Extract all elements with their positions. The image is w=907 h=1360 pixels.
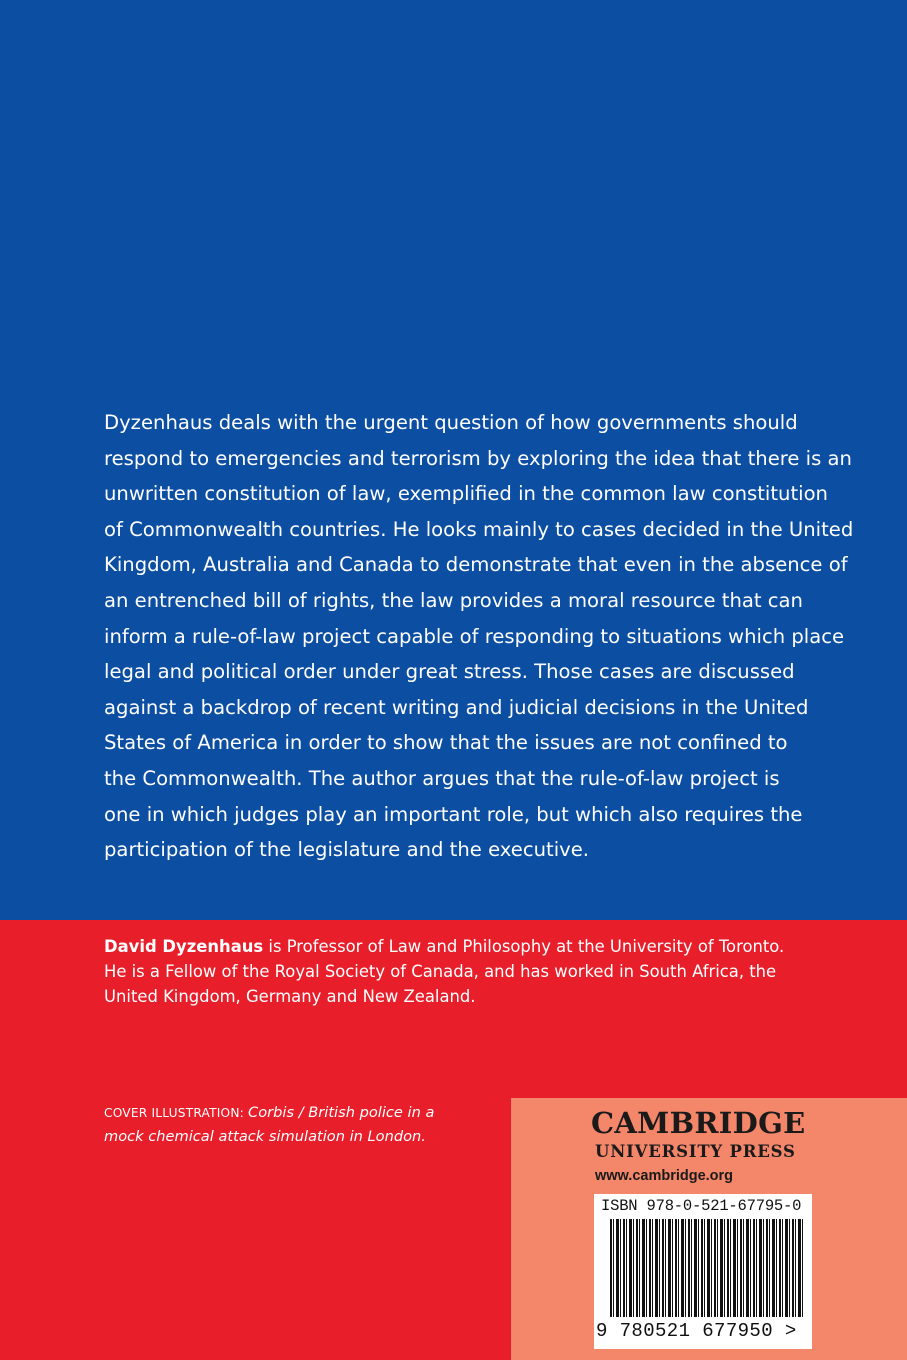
description-line: respond to emergencies and terrorism by exploring the idea that there is an	[104, 446, 852, 470]
credit-text: Corbis / British police in a	[248, 1104, 435, 1121]
bio-line: He is a Fellow of the Royal Society of Canada, and has worked in South Africa, the	[104, 962, 777, 981]
description-line: Kingdom, Australia and Canada to demonstrate that even in the absence of	[104, 553, 848, 577]
description-line: legal and political order under great stress. Those cases are discussed	[104, 660, 795, 684]
barcode-panel	[594, 1194, 812, 1349]
credit-text: mock chemical attack simulation in London.	[104, 1128, 426, 1145]
publisher-box	[511, 1098, 907, 1360]
publisher-subname: UNIVERSITY PRESS	[595, 1142, 796, 1161]
description-line: Dyzenhaus deals with the urgent question of how governments should	[104, 411, 798, 434]
book-description	[104, 405, 854, 868]
credit-label: COVER ILLUSTRATION:	[104, 1106, 249, 1120]
bio-line	[104, 934, 804, 959]
publisher-url: www.cambridge.org	[595, 1168, 734, 1184]
cover-illustration-credit	[104, 1101, 484, 1149]
description-line: unwritten constitution of law, exemplified in the common law constitution	[104, 482, 828, 506]
isbn-number: ISBN 978-0-521-67795-0	[601, 1197, 802, 1215]
barcode-icon	[610, 1219, 805, 1317]
description-line: inform a rule-of-law project capable of responding to situations which place	[104, 624, 845, 648]
description-line: against a backdrop of recent writing and judicial decisions in the United	[104, 695, 809, 719]
description-line: an entrenched bill of rights, the law provides a moral resource that can	[104, 588, 803, 612]
bio-line: United Kingdom, Germany and New Zealand.	[104, 987, 476, 1006]
barcode-digits: 9 780521 677950 >	[596, 1320, 797, 1342]
author-name: David Dyzenhaus	[104, 937, 264, 956]
description-line: of Commonwealth countries. He looks mainly to cases decided in the United	[104, 517, 854, 541]
description-line: participation of the legislature and the executive.	[104, 838, 590, 862]
description-line: States of America in order to show that the issues are not confined to	[104, 731, 788, 755]
description-line: the Commonwealth. The author argues that the rule-of-law project is	[104, 766, 780, 790]
publisher-name: CAMBRIDGE	[591, 1106, 806, 1140]
credit-line	[104, 1101, 484, 1125]
description-line: one in which judges play an important role, but which also requires the	[104, 802, 803, 826]
bio-line-rest: is Professor of Law and Philosophy at the University of Toronto.	[263, 937, 785, 956]
credit-line	[104, 1125, 484, 1149]
author-bio	[104, 934, 804, 1009]
